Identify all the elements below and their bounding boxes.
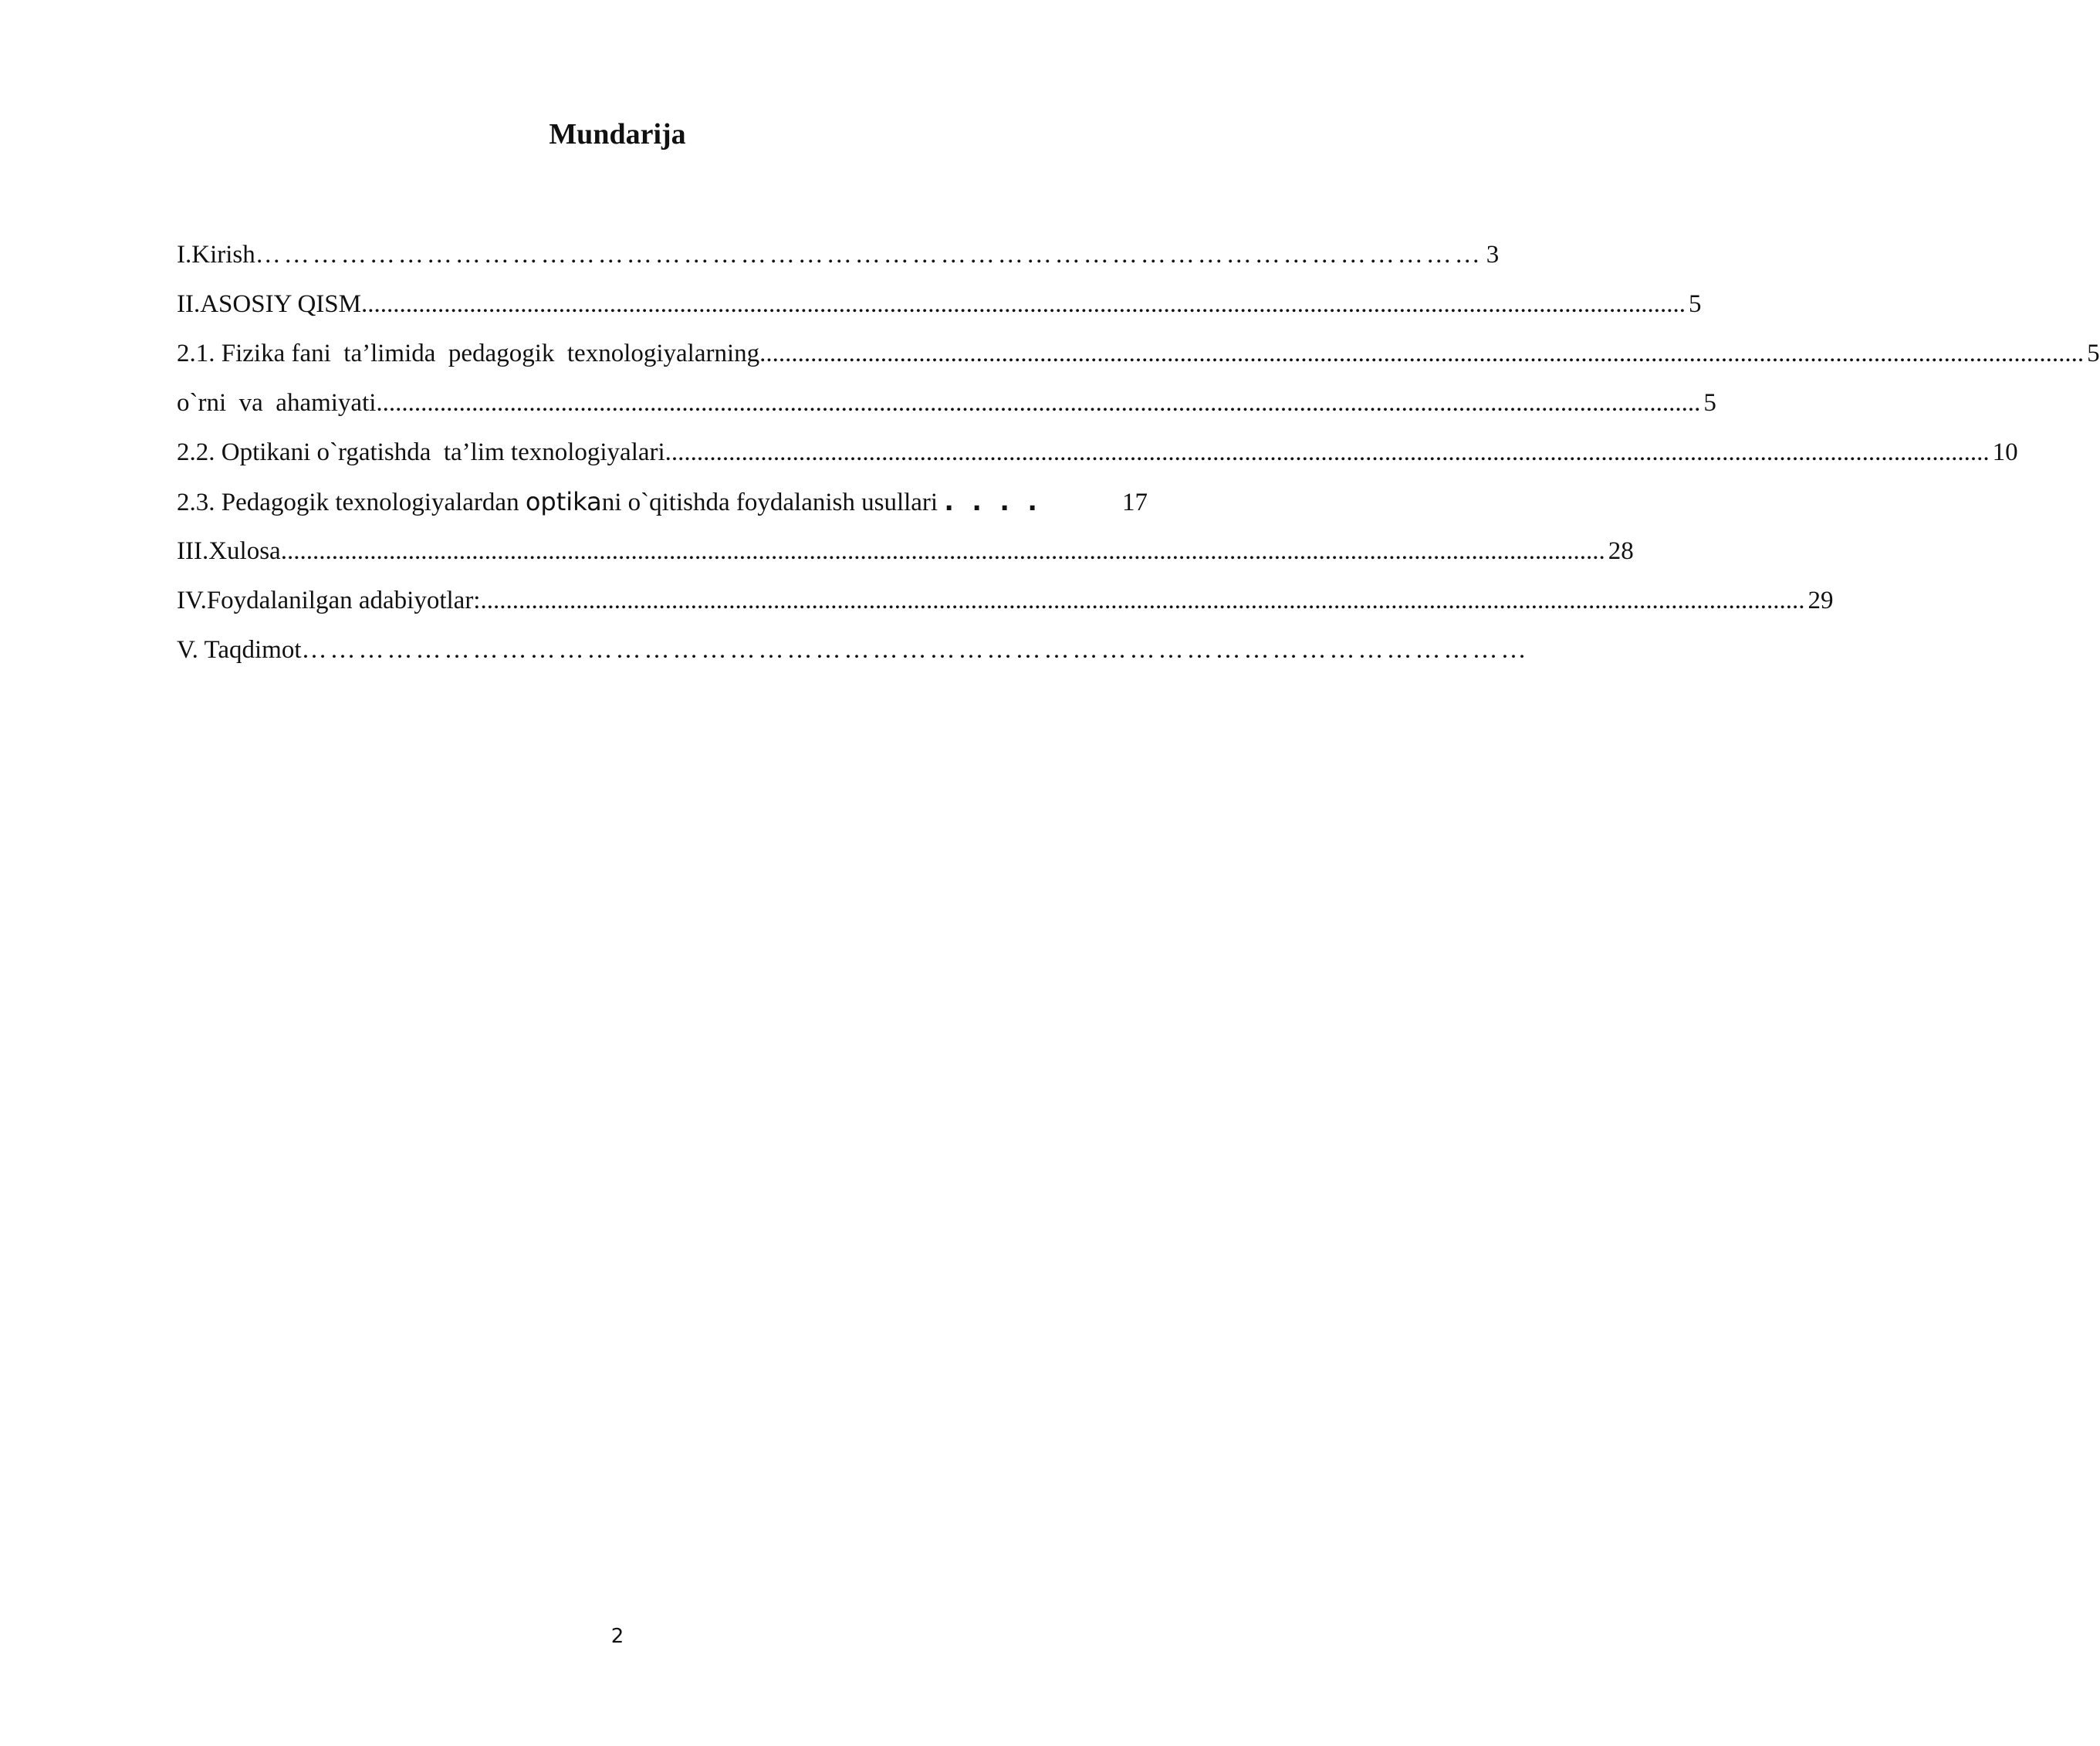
toc-leader: ................................................................................................................................................................................................................ (280, 537, 1605, 565)
toc-entry-page: 5 (1703, 389, 1716, 417)
toc-entry-2-2 (177, 433, 2018, 472)
toc-leader: ………………………………………………………………………………………………………………… (255, 241, 1483, 269)
toc-leader: ................................................................................................................................................................................................................ (376, 389, 1701, 417)
toc-entry-label: IV.Foydalanilgan adabiyotlar: (177, 587, 481, 614)
toc-leader: ................................................................................................................................................................................................................ (664, 438, 1990, 466)
toc-entry-label: V. Taqdimot (177, 636, 302, 664)
toc-entry-label (177, 482, 944, 522)
toc-entry-label: 2.2. Optikani o`rgatishda ta’lim texnologiyalari (177, 438, 665, 466)
toc-entry-xulosa (177, 532, 1634, 570)
toc-leader: ................................................................................................................................................................................................................ (360, 290, 1686, 318)
toc-entry-adabiyotlar (177, 581, 1834, 620)
toc-entry-label-sans-part: optika (525, 487, 602, 516)
toc-entry-label-part: 2.3. Pedagogik texnologiyalardan (177, 489, 526, 516)
toc-entry-page: 10 (1992, 438, 2018, 466)
toc-leader: . . . . (944, 486, 1042, 516)
toc-entry-label: o`rni va ahamiyati (177, 389, 377, 417)
toc-entry-page: 29 (1807, 587, 1834, 614)
page-number: 2 (610, 1625, 624, 1648)
toc-leader: ................................................................................................................................................................................................................ (759, 340, 2085, 367)
toc-entry-kirish (177, 235, 1500, 274)
toc-entry-page: 5 (1688, 290, 1702, 318)
page-title: Mundarija (549, 118, 686, 151)
toc-entry-label: 2.1. Fizika fani ta’limida pedagogik texnologiyalarning (177, 340, 760, 367)
toc-entry-page: 3 (1486, 241, 1500, 269)
toc-entry-taqdimot (177, 631, 1530, 669)
toc-entry-2-1-continued (177, 384, 1716, 422)
toc-entry-page: 5 (2087, 340, 2100, 367)
toc-entry-label: III.Xulosa (177, 537, 281, 565)
toc-entry-asosiy-qism (177, 285, 1702, 323)
toc-entry-2-3 (177, 482, 1148, 521)
toc-entry-page: 28 (1608, 537, 1634, 565)
toc-leader: ………………………………………………………………………………………………………………… (301, 636, 1530, 664)
toc-leader: ................................................................................................................................................................................................................ (480, 587, 1805, 614)
toc-entry-label-part: ni o`qitishda foydalanish usullari (601, 489, 945, 516)
toc-entry-2-1 (177, 334, 2100, 373)
toc-entry-page: 17 (1122, 489, 1148, 516)
toc-entry-label: II.ASOSIY QISM (177, 290, 361, 318)
toc-entry-label: I.Kirish (177, 241, 255, 269)
